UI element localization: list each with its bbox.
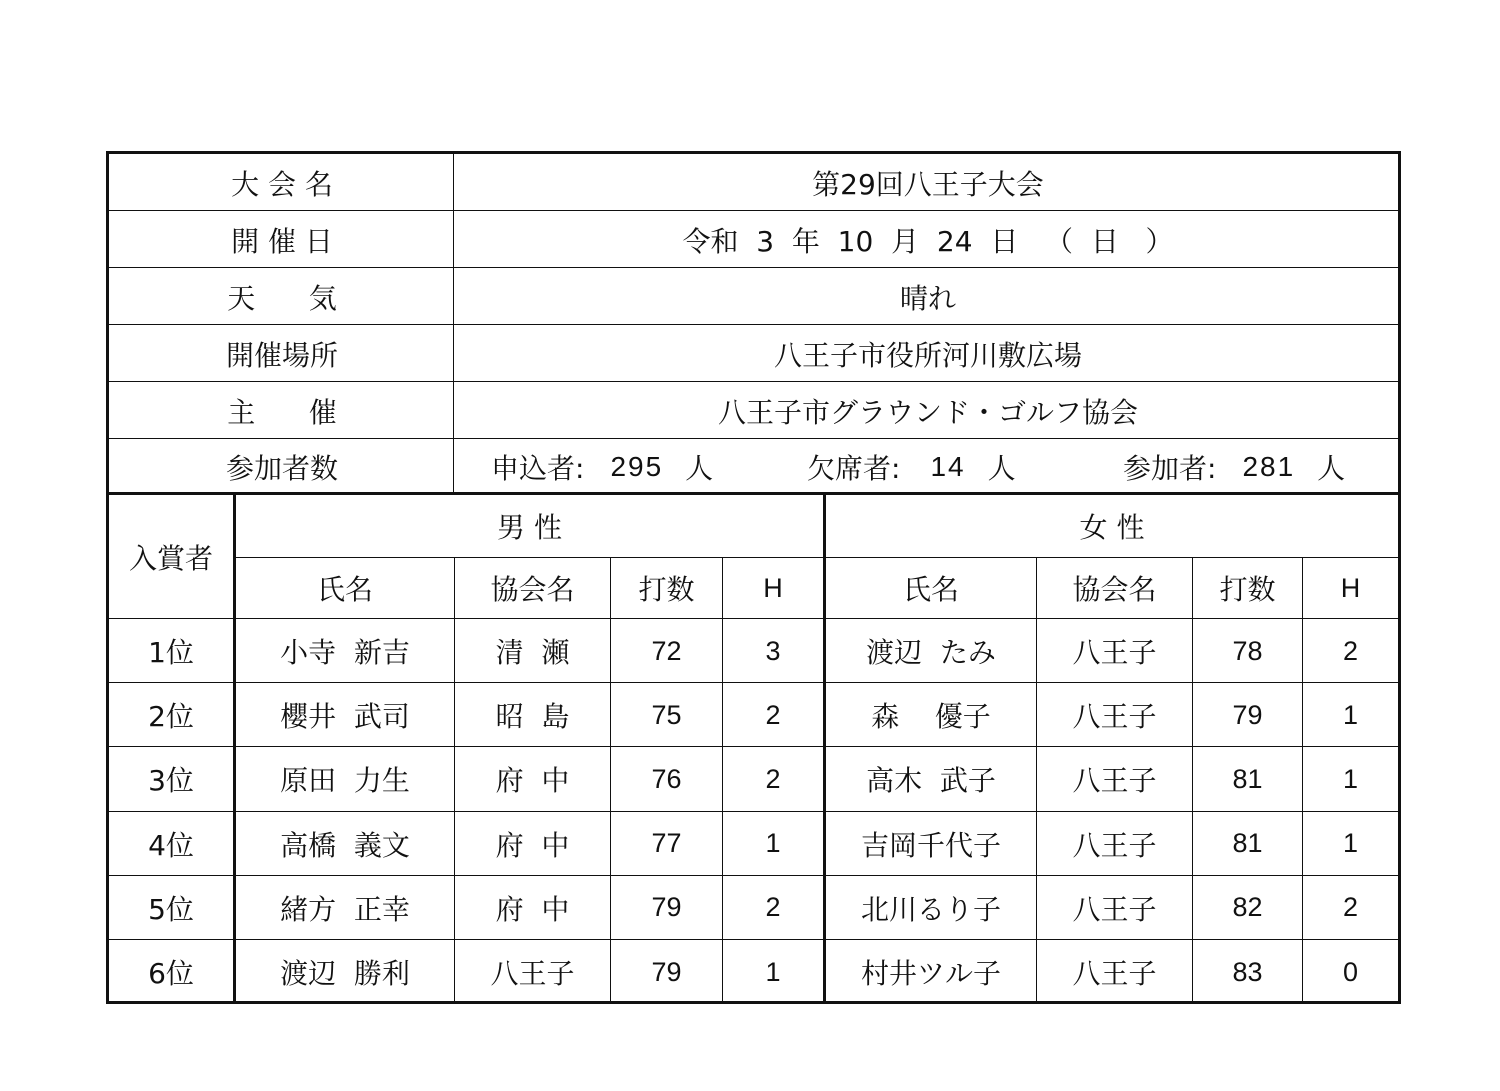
male-strokes-cell: 79: [651, 892, 682, 923]
female-col-strokes: 打数: [1219, 573, 1276, 606]
info-label-organizer: 主 催: [227, 395, 337, 429]
male-strokes-cell: 79: [651, 956, 682, 987]
male-strokes-cell: 77: [651, 828, 682, 859]
rank-header: 入賞者: [128, 541, 213, 575]
absent-unit: 人: [987, 452, 1016, 485]
female-h-cell: 1: [1342, 763, 1359, 794]
info-column-divider: [453, 154, 454, 495]
male-assoc-cell: 清 瀬: [495, 636, 570, 670]
applied-value: 295: [610, 451, 664, 482]
male-col-strokes: 打数: [638, 573, 695, 606]
info-label-participants: 参加者数: [225, 452, 338, 485]
info-value-venue: 八王子市役所河川敷広場: [773, 338, 1082, 372]
female-name-cell: 高木 武子: [866, 764, 996, 798]
male-assoc-cell: 府 中: [495, 828, 570, 862]
male-col-h: H: [763, 572, 783, 603]
female-col-h: H: [1340, 572, 1361, 603]
female-strokes-cell: 78: [1232, 635, 1263, 666]
absent-count: [807, 447, 1016, 487]
male-strokes-cell: 76: [651, 763, 682, 794]
female-name-cell: 渡辺 たみ: [866, 636, 996, 670]
female-h-cell: 2: [1342, 635, 1359, 666]
female-h-cell: 0: [1342, 956, 1359, 987]
female-name-cell: 北川るり子: [860, 892, 1001, 926]
info-value-tournament-name: 第29回八王子大会: [812, 167, 1044, 201]
rank-cell: 1位: [148, 636, 194, 670]
female-h-cell: 1: [1342, 699, 1359, 730]
female-strokes-cell: 81: [1232, 763, 1263, 794]
female-strokes-cell: 82: [1232, 892, 1263, 923]
female-header: 女 性: [1079, 511, 1145, 544]
female-strokes-cell: 81: [1232, 828, 1263, 859]
male-header: 男 性: [497, 511, 562, 544]
joined-count: [1123, 447, 1345, 487]
male-h-cell: 2: [765, 699, 781, 730]
male-name-cell: 小寺 新吉: [280, 636, 410, 670]
male-name-cell: 高橋 義文: [280, 828, 410, 862]
absent-value: 14: [930, 451, 966, 482]
male-name-cell: 原田 力生: [280, 764, 410, 798]
info-value-organizer: 八王子市グラウンド・ゴルフ協会: [717, 395, 1138, 429]
male-name-cell: 櫻井 武司: [280, 700, 410, 734]
female-assoc-cell: 八王子: [1072, 828, 1157, 862]
male-h-cell: 2: [765, 892, 781, 923]
male-h-cell: 1: [765, 828, 781, 859]
male-assoc-cell: 府 中: [495, 892, 570, 926]
male-h-cell: 1: [765, 956, 781, 987]
male-name-cell: 渡辺 勝利: [280, 957, 410, 991]
female-strokes-cell: 83: [1232, 956, 1263, 987]
male-strokes-cell: 72: [651, 635, 682, 666]
female-h-cell: 2: [1342, 892, 1359, 923]
rank-cell: 3位: [148, 764, 194, 798]
info-label-venue: 開催場所: [225, 338, 338, 372]
female-h-cell: 1: [1342, 828, 1359, 859]
male-col-assoc: 協会名: [490, 573, 575, 606]
absent-label: 欠席者:: [807, 452, 901, 485]
female-assoc-cell: 八王子: [1072, 636, 1157, 670]
female-strokes-cell: 79: [1232, 699, 1263, 730]
female-assoc-cell: 八王子: [1072, 700, 1157, 734]
rank-cell: 2位: [148, 700, 194, 734]
applied-count: [491, 447, 713, 487]
female-assoc-cell: 八王子: [1072, 764, 1157, 798]
female-assoc-cell: 八王子: [1072, 957, 1157, 991]
applied-unit: 人: [685, 452, 714, 485]
male-strokes-cell: 75: [651, 699, 682, 730]
male-assoc-cell: 八王子: [490, 957, 575, 991]
male-assoc-cell: 府 中: [495, 764, 570, 798]
joined-unit: 人: [1317, 452, 1346, 485]
male-name-cell: 緒方 正幸: [280, 892, 410, 926]
female-col-assoc: 協会名: [1072, 573, 1157, 606]
male-assoc-cell: 昭 島: [495, 700, 570, 734]
applied-label: 申込者:: [491, 452, 585, 485]
female-name-cell: 吉岡千代子: [860, 828, 1001, 862]
info-label-date: 開 催 日: [231, 224, 333, 258]
tournament-results-sheet: [106, 151, 1401, 1004]
rank-cell: 5位: [148, 892, 194, 926]
female-col-name: 氏名: [902, 573, 959, 606]
participants-counts: [455, 439, 1401, 495]
female-assoc-cell: 八王子: [1072, 892, 1157, 926]
rank-cell: 6位: [148, 957, 194, 991]
joined-label: 参加者:: [1123, 452, 1217, 485]
info-value-date: 令和 3 年 10 月 24 日 （ 日 ）: [682, 224, 1174, 258]
male-h-cell: 2: [765, 763, 781, 794]
female-name-cell: 森 優子: [871, 700, 991, 734]
info-value-weather: 晴れ: [899, 281, 956, 315]
female-name-cell: 村井ツル子: [860, 957, 1001, 991]
joined-value: 281: [1242, 451, 1296, 482]
male-h-cell: 3: [765, 635, 781, 666]
info-label-tournament-name: 大 会 名: [231, 167, 333, 201]
male-col-name: 氏名: [316, 573, 373, 606]
rank-cell: 4位: [148, 828, 194, 862]
info-label-weather: 天 気: [227, 281, 337, 315]
